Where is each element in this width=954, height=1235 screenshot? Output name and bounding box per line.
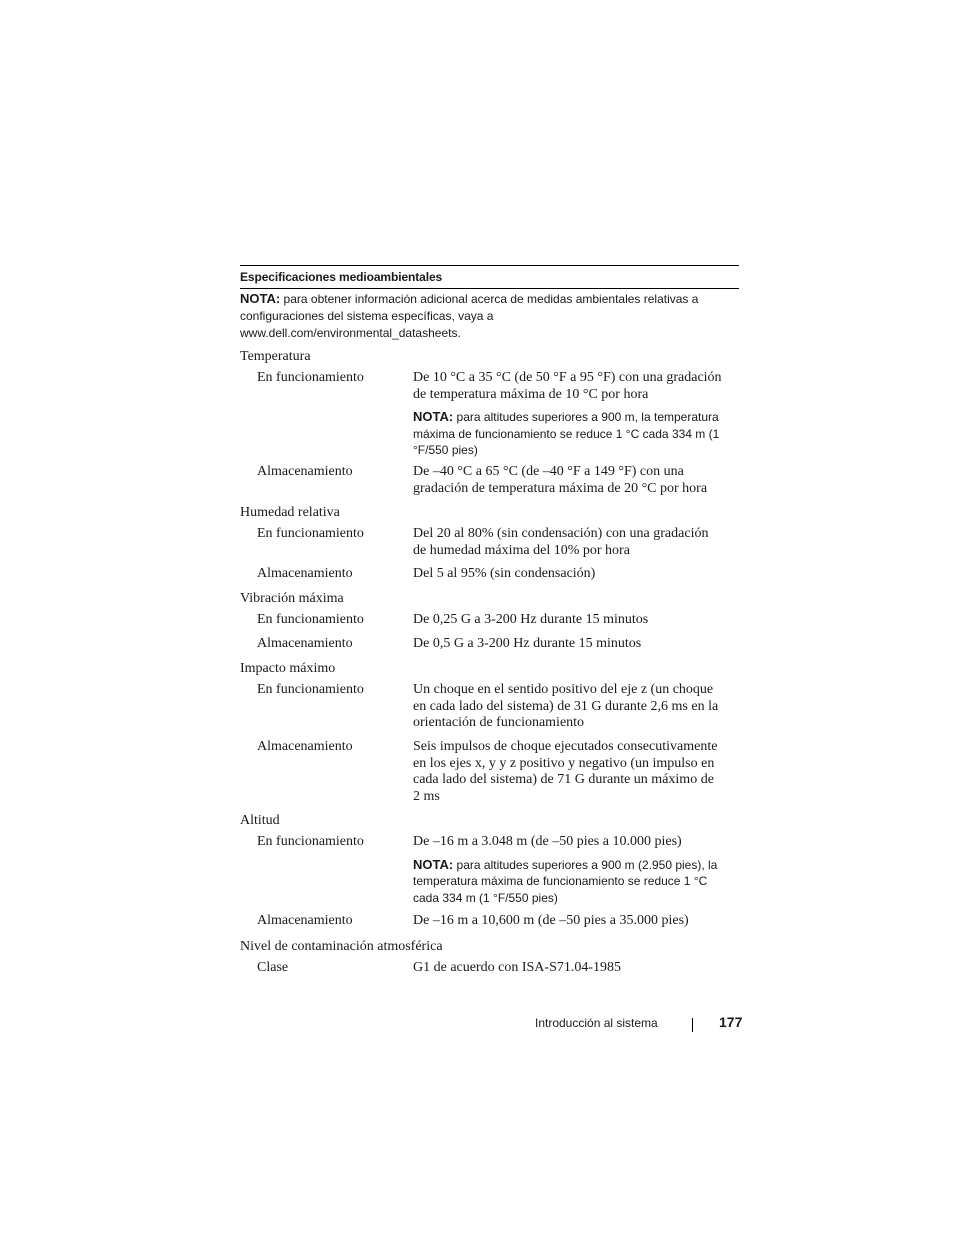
top-note: [240, 290, 739, 342]
category-temperatura: Temperatura: [240, 349, 311, 364]
spec-label: Almacenamiento: [257, 739, 353, 754]
spec-value: Del 20 al 80% (sin condensación) con una gradación de humedad máxima del 10% por hora: [413, 526, 709, 558]
spec-value: De 0,25 G a 3-200 Hz durante 15 minutos: [413, 612, 649, 627]
spec-value: Un choque en el sentido positivo del eje z (un choque en cada lado del sistema) de 31 G durante 2,6 ms en la orientación de funcionamiento: [413, 682, 719, 730]
note-suffix: .: [457, 326, 461, 340]
spec-label: Almacenamiento: [257, 636, 353, 651]
spec-value: De –40 °C a 65 °C (de –40 °F a 149 °F) con una gradación de temperatura máxima de 20 °C por hora: [413, 464, 708, 496]
spec-label: En funcionamiento: [257, 834, 364, 849]
spec-value: De –16 m a 10,600 m (de –50 pies a 35.000 pies): [413, 913, 689, 928]
spec-note: [413, 409, 723, 459]
spec-value: Seis impulsos de choque ejecutados consecutivamente en los ejes x, y y z positivo y negativo (un impulso en cada lado del sistema) de 71 G durante un máximo de 2 ms: [413, 739, 718, 804]
spec-label: En funcionamiento: [257, 370, 364, 385]
spec-value: G1 de acuerdo con ISA-S71.04-1985: [413, 960, 622, 975]
spec-label: Clase: [257, 960, 289, 975]
footer-title: Introducción al sistema: [535, 1016, 658, 1030]
spec-note: [413, 857, 723, 907]
spec-label: Almacenamiento: [257, 464, 353, 479]
spec-note-label: NOTA:: [413, 856, 454, 872]
spec-value-text: De 10 °C a 35 °C (de 50 °F a 95 °F) con una gradación de temperatura máxima de 10 °C por hora: [413, 370, 722, 402]
datasheets-link[interactable]: www.dell.com/environmental_datasheets: [240, 326, 458, 340]
spec-row-impacto-storage: [240, 739, 740, 811]
note-label: NOTA:: [240, 291, 281, 306]
category-humedad: Humedad relativa: [240, 505, 340, 520]
spec-value: Del 5 al 95% (sin condensación): [413, 566, 596, 581]
category-impacto: Impacto máximo: [240, 661, 336, 676]
spec-row-temperatura-operating: [240, 370, 740, 464]
category-altitud: Altitud: [240, 813, 280, 828]
note-text: para obtener información adicional acerca de medidas ambientales relativas a configuraciones del sistema específicas, vaya a: [240, 292, 699, 323]
spec-row-contaminacion-class: [240, 960, 740, 983]
spec-label: En funcionamiento: [257, 682, 364, 697]
spec-row-temperatura-storage: [240, 464, 740, 503]
footer-separator: [692, 1018, 693, 1032]
spec-label: En funcionamiento: [257, 612, 364, 627]
spec-list: [240, 347, 740, 983]
spec-value-text: De –16 m a 3.048 m (de –50 pies a 10.000 pies): [413, 834, 682, 849]
spec-value: [413, 370, 723, 464]
spec-label: Almacenamiento: [257, 913, 353, 928]
spec-note-text: para altitudes superiores a 900 m, la temperatura máxima de funcionamiento se reduce 1 °C cada 334 m (1 °F/550 pies): [413, 410, 720, 457]
spec-label: Almacenamiento: [257, 566, 353, 581]
spec-row-altitud-storage: [240, 913, 740, 937]
category-vibracion: Vibración máxima: [240, 591, 344, 606]
spec-row-humedad-storage: [240, 566, 740, 589]
category-contaminacion: Nivel de contaminación atmosférica: [240, 939, 443, 954]
spec-note-label: NOTA:: [413, 409, 454, 424]
spec-row-altitud-operating: [240, 834, 740, 913]
spec-label: En funcionamiento: [257, 526, 364, 541]
spec-row-vibracion-operating: [240, 612, 740, 636]
page-number: 177: [719, 1014, 743, 1030]
spec-value: De 0,5 G a 3-200 Hz durante 15 minutos: [413, 636, 642, 651]
section-title: Especificaciones medioambientales: [240, 265, 739, 289]
spec-value: [413, 834, 723, 913]
spec-note-text: para altitudes superiores a 900 m (2.950 pies), la temperatura máxima de funcionamiento se reduce 1 °C cada 334 m (1 °F/550 pies): [413, 857, 718, 905]
spec-row-vibracion-storage: [240, 636, 740, 659]
spec-row-humedad-operating: [240, 526, 740, 566]
spec-row-impacto-operating: [240, 682, 740, 739]
